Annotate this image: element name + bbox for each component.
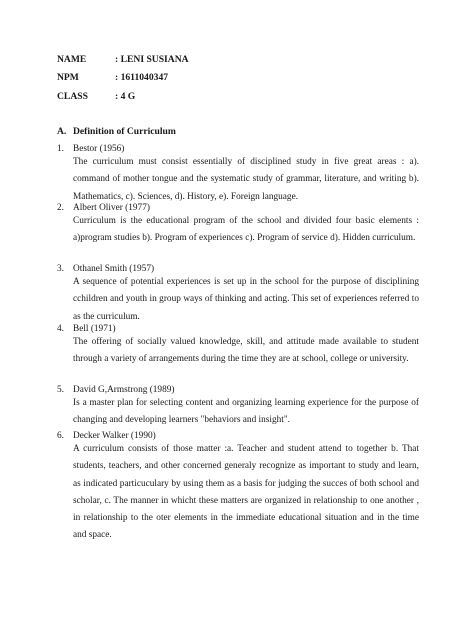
section-heading [57,126,176,138]
name-value: : LENI SUSIANA [115,54,189,65]
item-number: 2. [57,203,64,213]
class-label: CLASS [57,91,88,102]
section-title: Definition of Curriculum [73,126,176,137]
item-title: Othanel Smith (1957) [73,264,155,274]
npm-value: : 1611040347 [115,72,169,83]
item-body: A curriculum consists of those matter :a. Teacher and student attend to together b. That students, teachers, and other concerned generaly recognize as important to study and learn, as indicated particuculary by using them as a basis for judging the succes of both school and scholar, c. The manner in whicht these matters are organized in relationship to one another , in relationship to the oter elements in the immediate educational situation and in the time and space. [73,444,419,541]
item-body: The offering of socially valued knowledge, skill, and attitude made available to student through a variety of arrangements during the time they are at school, college or university. [73,337,419,365]
item-title: David G,Armstrong (1989) [73,385,175,395]
item-number: 4. [57,324,64,334]
item-title: Bell (1971) [73,324,116,334]
item-number: 3. [57,264,64,274]
item-title: Decker Walker (1990) [73,431,156,441]
item-body: Is a master plan for selecting content and organizing learning experience for the purpose of changing and developing learners "behaviors and insight". [73,398,419,426]
item-body: The curriculum must consist essentially of disciplined study in five great areas : a). command of mother tongue and the systematic study of grammar, literature, and writing b). Mathematics, c). Sciences, d). History, e). Foreign language. [73,157,419,202]
name-row [57,54,189,66]
npm-label: NPM [57,72,79,83]
name-label: NAME [57,54,87,65]
item-body: A sequence of potential experiences is set up in the school for the purpose of disciplining cchildren and youth in group ways of thinking and acting. This set of experiences referred to as the curriculum. [73,277,419,322]
item-body: Curriculum is the educational program of the school and divided four basic elements : a)program studies b). Program of experiences c). Program of service d). Hidden curriculum. [73,216,419,244]
class-value: : 4 G [115,91,136,102]
class-row [57,91,135,103]
npm-row [57,72,168,84]
item-title: Bestor (1956) [73,144,125,154]
item-title: Albert Oliver (1977) [73,203,150,213]
item-number: 1. [57,144,64,154]
section-letter: A. [57,126,67,137]
item-number: 6. [57,431,64,441]
item-number: 5. [57,385,64,395]
